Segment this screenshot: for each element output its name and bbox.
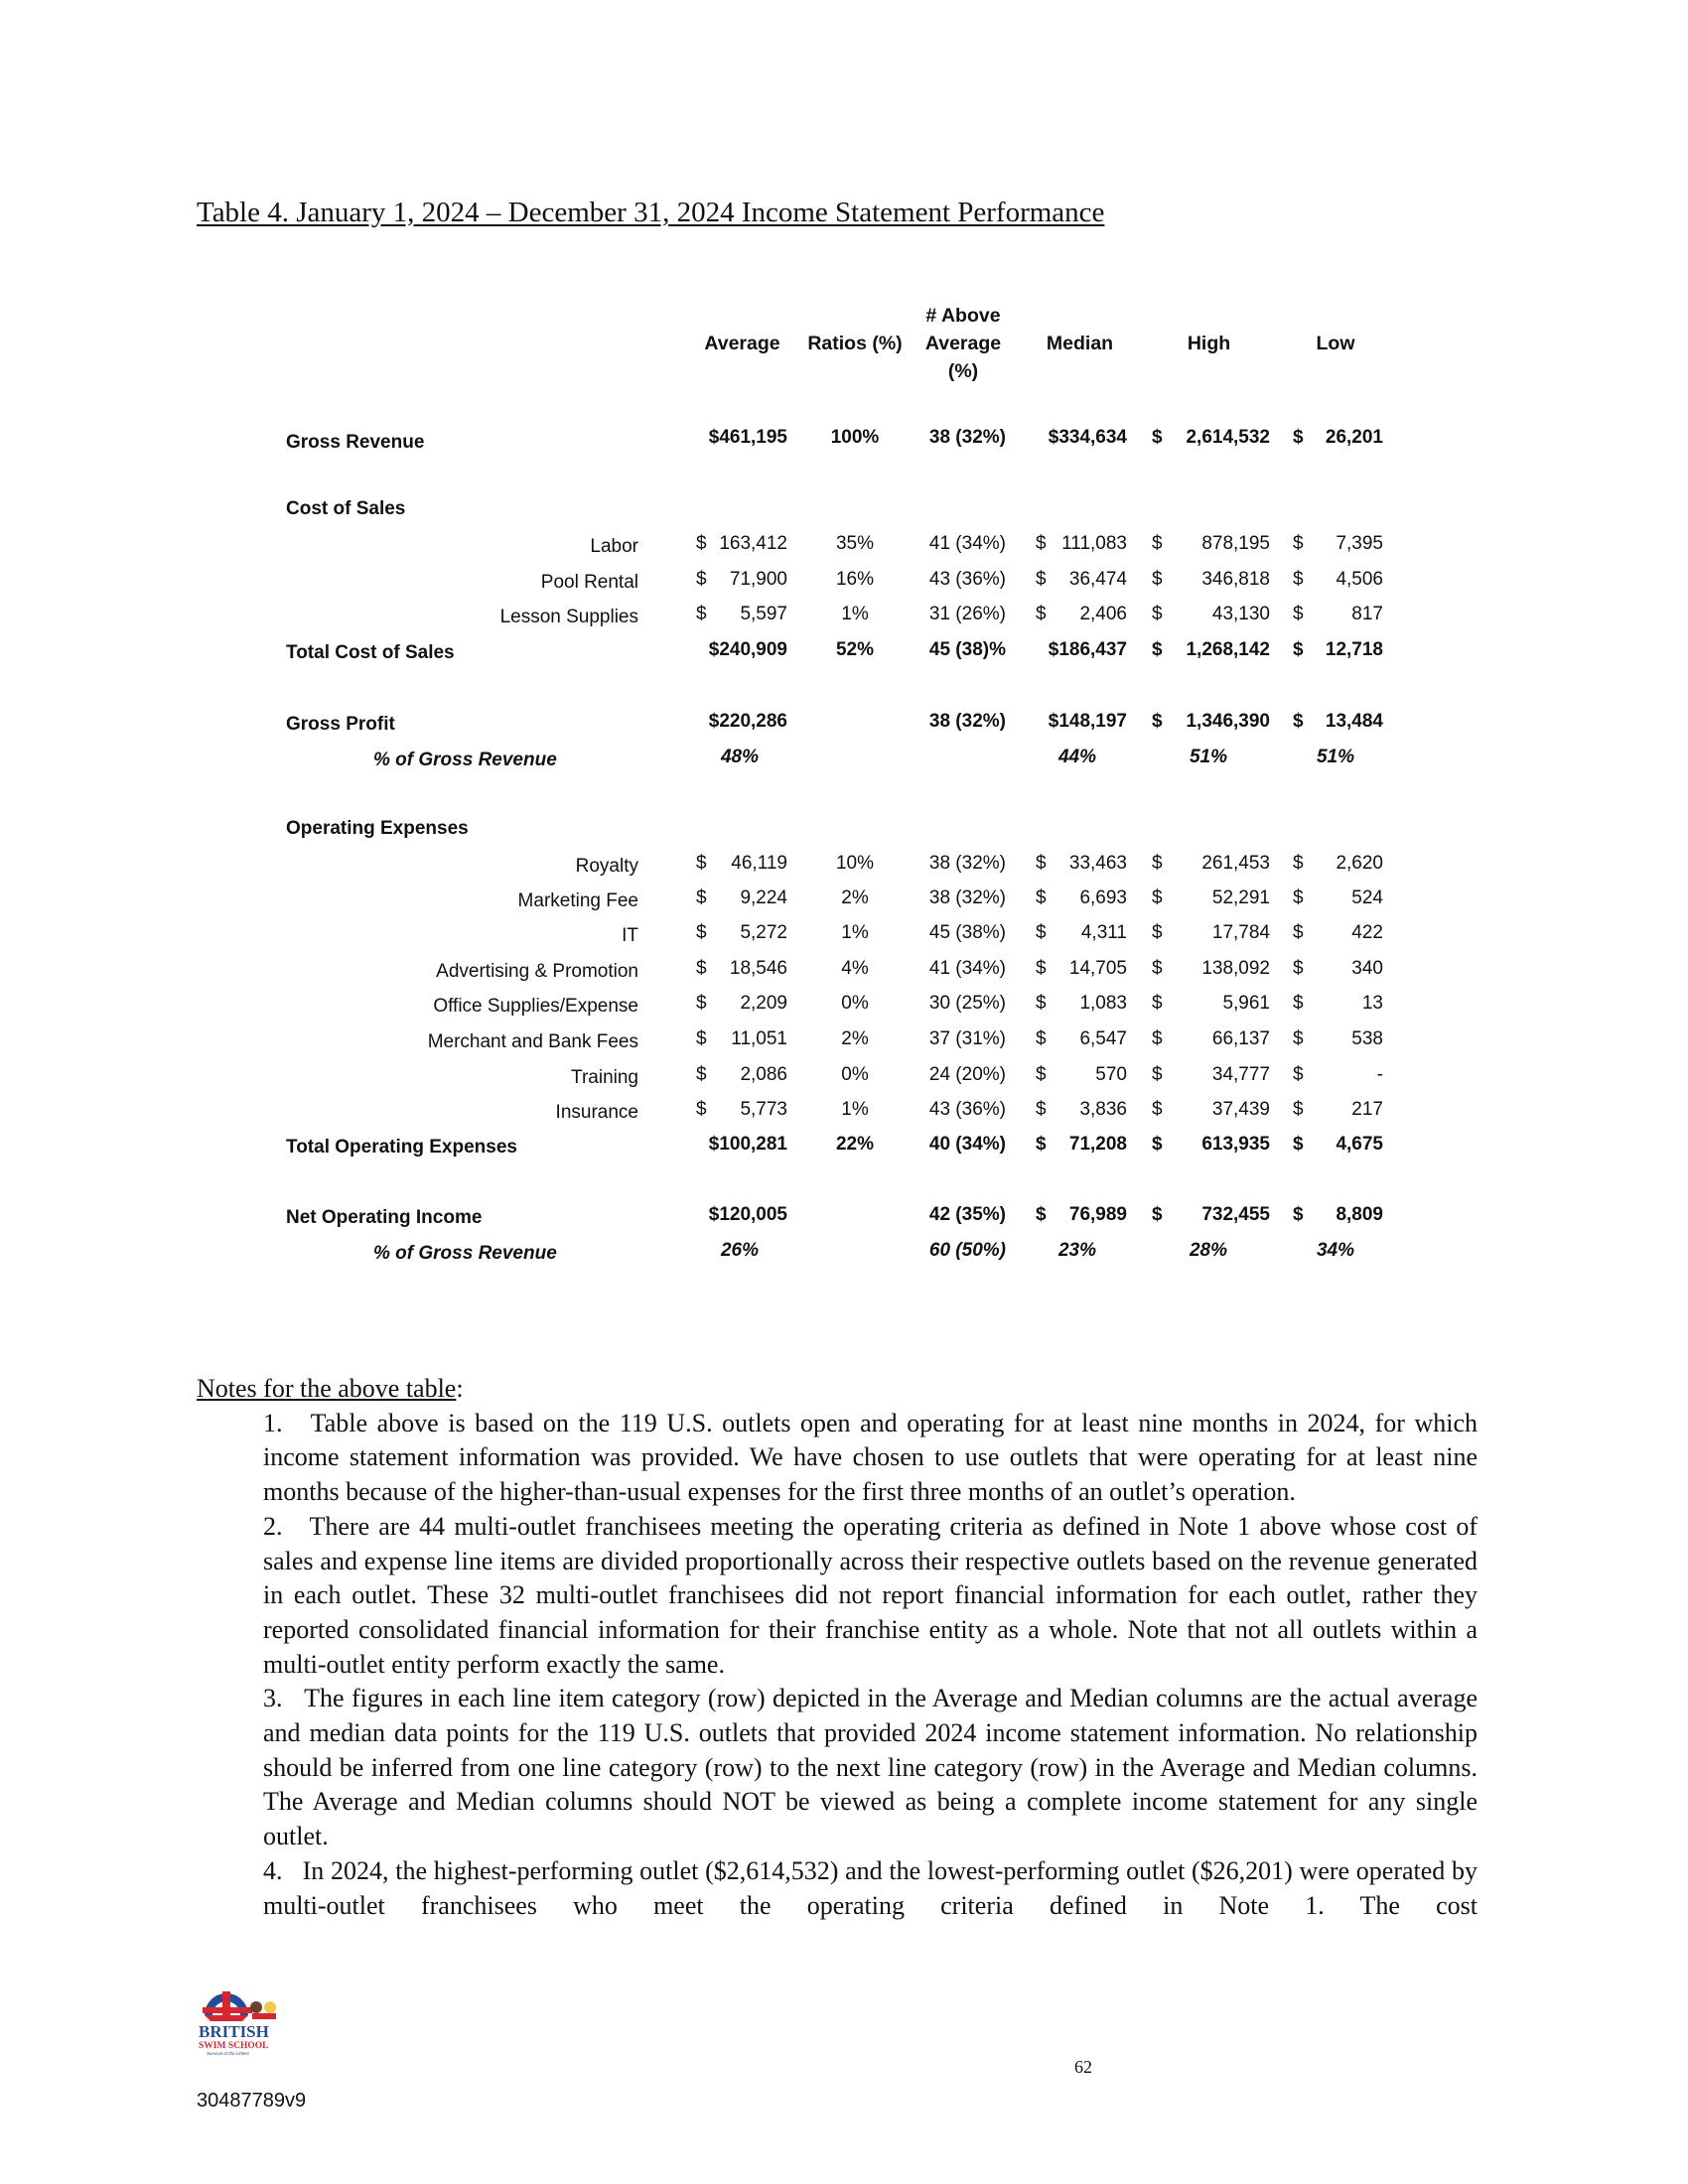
- currency-symbol: $: [1036, 1204, 1047, 1225]
- currency-symbol: $: [1152, 569, 1163, 590]
- currency-symbol: $: [1152, 533, 1163, 554]
- cell-median: 570: [1095, 1064, 1127, 1085]
- cell-average: 5,773: [740, 1099, 787, 1120]
- table-row: [0, 1028, 1688, 1054]
- british-swim-school-logo: [197, 1985, 292, 2057]
- cell-above: 41 (34%): [928, 958, 1006, 979]
- currency-symbol: $: [1152, 1099, 1163, 1120]
- cell-average: 48%: [720, 747, 760, 767]
- currency-symbol: $: [696, 604, 707, 624]
- table-row: [0, 922, 1688, 948]
- row-label: % of Gross Revenue: [373, 750, 557, 770]
- cell-high: 261,453: [1201, 853, 1270, 874]
- section-label: Operating Expenses: [286, 818, 469, 839]
- table-row-gross-profit: [0, 711, 1688, 737]
- currency-symbol: $: [696, 569, 707, 590]
- cell-median: 14,705: [1068, 958, 1127, 979]
- row-label: Merchant and Bank Fees: [427, 1031, 638, 1052]
- cell-ratio: 2%: [841, 1028, 869, 1049]
- cell-median: 76,989: [1068, 1204, 1127, 1225]
- cell-median: $334,634: [1048, 427, 1127, 448]
- section-heading-cost-of-sales: [0, 498, 1688, 524]
- cell-average: 71,900: [729, 569, 787, 590]
- cell-above: 38 (32%): [928, 853, 1006, 874]
- currency-symbol: $: [1036, 853, 1047, 874]
- cell-ratio: 2%: [841, 887, 869, 908]
- logo-text-british: BRITISH: [199, 2022, 269, 2041]
- currency-symbol: $: [1293, 1134, 1304, 1155]
- table-row-gross-profit-pct: [0, 747, 1688, 772]
- cell-low: 12,718: [1325, 639, 1383, 660]
- row-label: Total Operating Expenses: [286, 1137, 517, 1158]
- currency-symbol: $: [1293, 427, 1304, 448]
- children-icon: [250, 2001, 276, 2019]
- table-row: [0, 569, 1688, 595]
- cell-average: $461,195: [708, 427, 787, 448]
- cell-average: 11,051: [731, 1028, 787, 1049]
- cell-ratio: 1%: [841, 922, 869, 943]
- cell-average: 163,412: [719, 533, 787, 554]
- header-above-line3: (%): [947, 360, 979, 382]
- cell-average: 46,119: [731, 853, 787, 874]
- table-row-total-operating-expenses: [0, 1134, 1688, 1160]
- cell-low: 51%: [1316, 747, 1355, 767]
- table-row: [0, 887, 1688, 913]
- table-row: [0, 604, 1688, 629]
- cell-above: 40 (34%): [928, 1134, 1006, 1155]
- table-title: Table 4. January 1, 2024 – December 31, 2024 Income Statement Performance: [197, 197, 1105, 228]
- currency-symbol: $: [1293, 1099, 1304, 1120]
- currency-symbol: $: [696, 1064, 707, 1085]
- cell-high: 1,268,142: [1186, 639, 1270, 660]
- cell-average: 5,597: [740, 604, 787, 624]
- cell-median: $148,197: [1048, 711, 1127, 732]
- header-ratios: Ratios (%): [807, 333, 903, 354]
- currency-symbol: $: [1036, 604, 1047, 624]
- cell-median: 36,474: [1068, 569, 1127, 590]
- cell-median: 6,693: [1079, 887, 1127, 908]
- cell-average: 26%: [720, 1240, 760, 1261]
- note-item-1: 1. Table above is based on the 119 U.S. outlets open and operating for at least nine months in 2024, for which income statement information was provided. We have chosen to use outlets that were operating for at least nine months because of the higher-than-usual expenses for the first three months of an outlet’s operation.: [263, 1408, 1477, 1507]
- row-label: Insurance: [555, 1102, 638, 1123]
- cell-ratio: 35%: [835, 533, 875, 554]
- cell-median: 3,836: [1079, 1099, 1127, 1120]
- currency-symbol: $: [1293, 853, 1304, 874]
- row-label: Gross Profit: [286, 714, 395, 735]
- currency-symbol: $: [696, 853, 707, 874]
- cell-average: 18,546: [729, 958, 787, 979]
- row-label: Royalty: [575, 856, 638, 877]
- currency-symbol: $: [1152, 1064, 1163, 1085]
- cell-above: 31 (26%): [928, 604, 1006, 624]
- currency-symbol: $: [1152, 639, 1163, 660]
- cell-median: 111,083: [1061, 533, 1127, 554]
- note-item-3: 3. The figures in each line item category (row) depicted in the Average and Median columns are the actual average and median data points for the 119 U.S. outlets that provided 2024 income statement information. No relationship should be inferred from one line category (row) to the next line category (row) in the Average and Median columns. The Average and Median columns should NOT be viewed as being a complete income statement for any single outlet.: [263, 1684, 1477, 1851]
- cell-median: 2,406: [1079, 604, 1127, 624]
- row-label: Gross Revenue: [286, 432, 425, 453]
- row-label: Net Operating Income: [286, 1207, 483, 1228]
- currency-symbol: $: [1036, 533, 1047, 554]
- cell-above: 24 (20%): [928, 1064, 1006, 1085]
- cell-median: 23%: [1057, 1240, 1097, 1261]
- row-label: Advertising & Promotion: [436, 961, 638, 982]
- cell-high: 52,291: [1211, 887, 1270, 908]
- currency-symbol: $: [1293, 569, 1304, 590]
- cell-above: 38 (32%): [928, 711, 1006, 732]
- currency-symbol: $: [1152, 1028, 1163, 1049]
- cell-high: 138,092: [1201, 958, 1270, 979]
- cell-median: 1,083: [1079, 993, 1127, 1014]
- table-row: [0, 993, 1688, 1019]
- currency-symbol: $: [696, 958, 707, 979]
- cell-average: 5,272: [740, 922, 787, 943]
- cell-above: 38 (32%): [928, 427, 1006, 448]
- note-item-4: 4. In 2024, the highest-performing outlet ($2,614,532) and the lowest-performing outlet ($26,201) were operated by multi-outlet franchisees who meet the operating criteria defined in Note 1. The cost: [263, 1855, 1477, 1920]
- cell-ratio: 0%: [841, 1064, 869, 1085]
- table-row: [0, 1064, 1688, 1090]
- currency-symbol: $: [1293, 1028, 1304, 1049]
- logo-graphic: [197, 1985, 292, 2057]
- row-label: Office Supplies/Expense: [433, 996, 638, 1017]
- cell-median: $186,437: [1048, 639, 1127, 660]
- currency-symbol: $: [1293, 1064, 1304, 1085]
- cell-low: 8,809: [1336, 1204, 1383, 1225]
- currency-symbol: $: [1293, 958, 1304, 979]
- currency-symbol: $: [1036, 993, 1047, 1014]
- header-low: Low: [1316, 333, 1355, 354]
- currency-symbol: $: [1152, 853, 1163, 874]
- cell-above: 37 (31%): [928, 1028, 1006, 1049]
- cell-above: 45 (38%): [928, 922, 1006, 943]
- cell-ratio: 0%: [841, 993, 869, 1014]
- cell-average: $220,286: [708, 711, 787, 732]
- cell-above: 30 (25%): [928, 993, 1006, 1014]
- cell-low: 817: [1351, 604, 1383, 624]
- cell-high: 346,818: [1201, 569, 1270, 590]
- cell-high: 51%: [1189, 747, 1228, 767]
- row-label: Lesson Supplies: [499, 607, 638, 627]
- cell-low: 538: [1351, 1028, 1383, 1049]
- table-row: [0, 1099, 1688, 1125]
- currency-symbol: $: [1293, 922, 1304, 943]
- cell-median: 44%: [1057, 747, 1097, 767]
- currency-symbol: $: [1152, 1134, 1163, 1155]
- header-above-line1: # Above: [925, 305, 1001, 327]
- cell-high: 17,784: [1211, 922, 1270, 943]
- cell-above: 41 (34%): [928, 533, 1006, 554]
- currency-symbol: $: [1152, 887, 1163, 908]
- cell-low: 13: [1361, 993, 1383, 1014]
- cell-above: 38 (32%): [928, 887, 1006, 908]
- currency-symbol: $: [1036, 958, 1047, 979]
- document-id: 30487789v9: [197, 2090, 307, 2112]
- cell-ratio: 1%: [841, 604, 869, 624]
- row-label: Labor: [590, 536, 638, 557]
- section-heading-operating-expenses: [0, 818, 1688, 844]
- cell-ratio: 4%: [841, 958, 869, 979]
- flag-ring-icon: [203, 1991, 252, 2021]
- currency-symbol: $: [696, 1099, 707, 1120]
- row-label: IT: [622, 925, 638, 946]
- cell-high: 613,935: [1201, 1134, 1270, 1155]
- row-label: % of Gross Revenue: [373, 1243, 557, 1264]
- cell-low: 34%: [1316, 1240, 1355, 1261]
- cell-median: 71,208: [1068, 1134, 1127, 1155]
- notes-heading-colon: :: [456, 1374, 464, 1403]
- currency-symbol: $: [1152, 711, 1163, 732]
- currency-symbol: $: [1036, 1134, 1047, 1155]
- row-label: Pool Rental: [540, 572, 638, 593]
- note-item-2: 2. There are 44 multi-outlet franchisees meeting the operating criteria as defined in Note 1 above whose cost of sales and expense line items are divided proportionally across their respective outlets based on the revenue generated in each outlet. These 32 multi-outlet franchisees did not report financial information for each outlet, rather they reported consolidated financial information for their franchise entity as a whole. Note that not all outlets within a multi-outlet entity perform exactly the same.: [263, 1511, 1477, 1679]
- cell-median: 33,463: [1068, 853, 1127, 874]
- logo-text-swim-school: SWIM SCHOOL: [199, 2041, 269, 2051]
- currency-symbol: $: [696, 922, 707, 943]
- table-row: [0, 958, 1688, 984]
- cell-average: 2,209: [740, 993, 787, 1014]
- cell-high: 878,195: [1201, 533, 1270, 554]
- row-label: Marketing Fee: [517, 890, 638, 911]
- table-row-net-operating-income-pct: [0, 1240, 1688, 1266]
- cell-high: 732,455: [1201, 1204, 1270, 1225]
- cell-ratio: 16%: [835, 569, 875, 590]
- row-label: Training: [571, 1067, 638, 1088]
- currency-symbol: $: [1293, 533, 1304, 554]
- header-average: Average: [704, 333, 780, 354]
- currency-symbol: $: [1152, 1204, 1163, 1225]
- row-label: Total Cost of Sales: [286, 642, 455, 663]
- page-number: 62: [1074, 2057, 1092, 2077]
- cell-high: 28%: [1189, 1240, 1228, 1261]
- cell-low: 2,620: [1336, 853, 1383, 874]
- currency-symbol: $: [1152, 958, 1163, 979]
- cell-average: $100,281: [708, 1134, 787, 1155]
- currency-symbol: $: [1152, 922, 1163, 943]
- cell-high: 66,137: [1211, 1028, 1270, 1049]
- table-row: [0, 533, 1688, 559]
- cell-ratio: 100%: [830, 427, 880, 448]
- cell-ratio: 52%: [835, 639, 875, 660]
- currency-symbol: $: [1152, 427, 1163, 448]
- currency-symbol: $: [1036, 887, 1047, 908]
- cell-low: 13,484: [1325, 711, 1383, 732]
- cell-average: 9,224: [740, 887, 787, 908]
- currency-symbol: $: [1036, 1099, 1047, 1120]
- table-row-net-operating-income: [0, 1204, 1688, 1230]
- cell-high: 2,614,532: [1186, 427, 1270, 448]
- currency-symbol: $: [1152, 604, 1163, 624]
- cell-above: 60 (50%): [928, 1240, 1006, 1261]
- cell-median: 6,547: [1079, 1028, 1127, 1049]
- cell-above: 45 (38)%: [928, 639, 1006, 660]
- section-label: Cost of Sales: [286, 498, 406, 519]
- cell-above: 43 (36%): [928, 569, 1006, 590]
- cell-above: 43 (36%): [928, 1099, 1006, 1120]
- cell-high: 37,439: [1211, 1099, 1270, 1120]
- cell-high: 34,777: [1211, 1064, 1270, 1085]
- currency-symbol: $: [1152, 993, 1163, 1014]
- cell-ratio: 1%: [841, 1099, 869, 1120]
- notes-heading: Notes for the above table: [197, 1374, 457, 1403]
- cell-low: 4,506: [1336, 569, 1383, 590]
- currency-symbol: $: [1293, 711, 1304, 732]
- currency-symbol: $: [696, 533, 707, 554]
- cell-low: 524: [1351, 887, 1383, 908]
- table-row-total-cost-of-sales: [0, 639, 1688, 665]
- cell-high: 1,346,390: [1186, 711, 1270, 732]
- currency-symbol: $: [1293, 639, 1304, 660]
- currency-symbol: $: [1036, 1064, 1047, 1085]
- cell-average: $120,005: [708, 1204, 787, 1225]
- cell-median: 4,311: [1080, 922, 1127, 943]
- notes-heading-line: [197, 1372, 1477, 1407]
- header-high: High: [1187, 333, 1231, 354]
- cell-low: -: [1376, 1064, 1383, 1085]
- currency-symbol: $: [696, 887, 707, 908]
- cell-ratio: 10%: [835, 853, 875, 874]
- cell-low: 217: [1351, 1099, 1383, 1120]
- cell-low: 7,395: [1336, 533, 1383, 554]
- table-row: [0, 853, 1688, 879]
- currency-symbol: $: [1036, 569, 1047, 590]
- currency-symbol: $: [1293, 604, 1304, 624]
- currency-symbol: $: [696, 993, 707, 1014]
- cell-low: 340: [1351, 958, 1383, 979]
- cell-ratio: 22%: [835, 1134, 875, 1155]
- cell-average: 2,086: [740, 1064, 787, 1085]
- currency-symbol: $: [1036, 922, 1047, 943]
- cell-low: 26,201: [1325, 427, 1383, 448]
- currency-symbol: $: [1036, 1028, 1047, 1049]
- cell-above: 42 (35%): [928, 1204, 1006, 1225]
- cell-high: 43,130: [1211, 604, 1270, 624]
- table-row-gross-revenue: [0, 427, 1688, 453]
- cell-low: 422: [1351, 922, 1383, 943]
- currency-symbol: $: [1293, 993, 1304, 1014]
- header-median: Median: [1046, 333, 1114, 354]
- cell-average: $240,909: [708, 639, 787, 660]
- notes-section: [197, 1372, 1477, 1923]
- header-above-line2: Average: [924, 333, 1002, 354]
- cell-high: 5,961: [1222, 993, 1270, 1014]
- logo-tagline: Survival of the Littlest: [207, 2051, 249, 2056]
- currency-symbol: $: [696, 1028, 707, 1049]
- cell-low: 4,675: [1336, 1134, 1383, 1155]
- currency-symbol: $: [1293, 1204, 1304, 1225]
- currency-symbol: $: [1293, 887, 1304, 908]
